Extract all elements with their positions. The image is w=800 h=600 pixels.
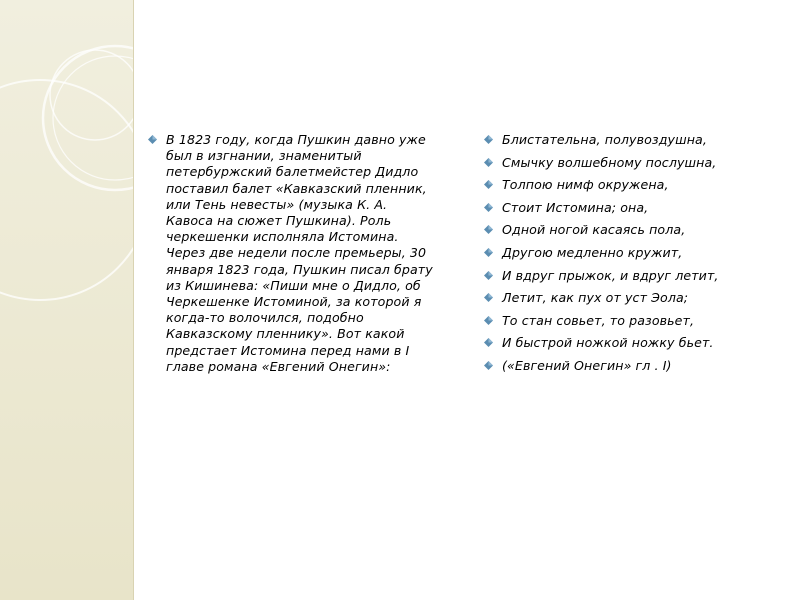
verse-line xyxy=(484,245,774,268)
verse-line xyxy=(484,155,774,178)
left-column xyxy=(148,132,438,375)
verse-line xyxy=(484,132,774,155)
bullet-icon xyxy=(484,316,493,325)
verse-line-text: Летит, как пух от уст Эола; xyxy=(502,290,689,306)
bullet-icon xyxy=(484,248,493,257)
bullet-icon xyxy=(484,158,493,167)
history-paragraph xyxy=(148,132,438,375)
verse-line-text: Стоит Истомина; она, xyxy=(502,199,649,215)
verse-line-text: Толпою нимф окружена, xyxy=(502,177,669,193)
history-paragraph-text: В 1823 году, когда Пушкин давно уже был в изгнании, знаменитый петербуржский балетмейстер Дидло поставил балет «Кавказский пленник, или Тень невесты» (музыка К. А. Кавоса на сюжет Пушкина). Роль черкешенки исполняла Истомина. Через две недели после премьеры, 30 января 1823 года, Пушкин писал брату из Кишинева: «Пиши мне о Дидло, об Черкешенке Истоминой, за которой я когда-то волочился, подобно Кавказскому пленнику». Вот какой предстает Истомина перед нами в I главе романа «Евгений Онегин»: xyxy=(166,132,433,374)
panel-divider xyxy=(133,0,134,600)
verse-line-text: («Евгений Онегин» гл . I) xyxy=(502,357,672,373)
ring xyxy=(53,56,133,180)
verse-line-text: То стан совьет, то разовьет, xyxy=(502,312,695,328)
verse-line-text: И быстрой ножкой ножку бьет. xyxy=(502,335,714,351)
verse-line-text: И вдруг прыжок, и вдруг летит, xyxy=(502,267,719,283)
right-column xyxy=(484,132,774,381)
ring xyxy=(50,50,133,140)
bullet-icon xyxy=(484,338,493,347)
decorative-rings xyxy=(0,0,133,600)
verse-line xyxy=(484,313,774,336)
bullet-icon xyxy=(484,180,493,189)
bullet-icon xyxy=(484,293,493,302)
bullet-icon xyxy=(484,203,493,212)
verse-line xyxy=(484,290,774,313)
verse-line xyxy=(484,268,774,291)
verse-line xyxy=(484,335,774,358)
verse-line-text: Одной ногой касаясь пола, xyxy=(502,222,686,238)
verse-line xyxy=(484,222,774,245)
verse-line-text: Блистательна, полувоздушна, xyxy=(502,132,707,147)
bullet-icon xyxy=(484,135,493,144)
verse-line-text: Смычку волшебному послушна, xyxy=(502,154,717,170)
bullet-icon xyxy=(484,271,493,280)
verse-line-text: Другою медленно кружит, xyxy=(502,244,683,260)
verse-line xyxy=(484,177,774,200)
bullet-icon xyxy=(148,135,157,144)
verse-line xyxy=(484,200,774,223)
bullet-icon xyxy=(484,361,493,370)
verse-line xyxy=(484,358,774,381)
decorative-side-panel xyxy=(0,0,133,600)
bullet-icon xyxy=(484,225,493,234)
